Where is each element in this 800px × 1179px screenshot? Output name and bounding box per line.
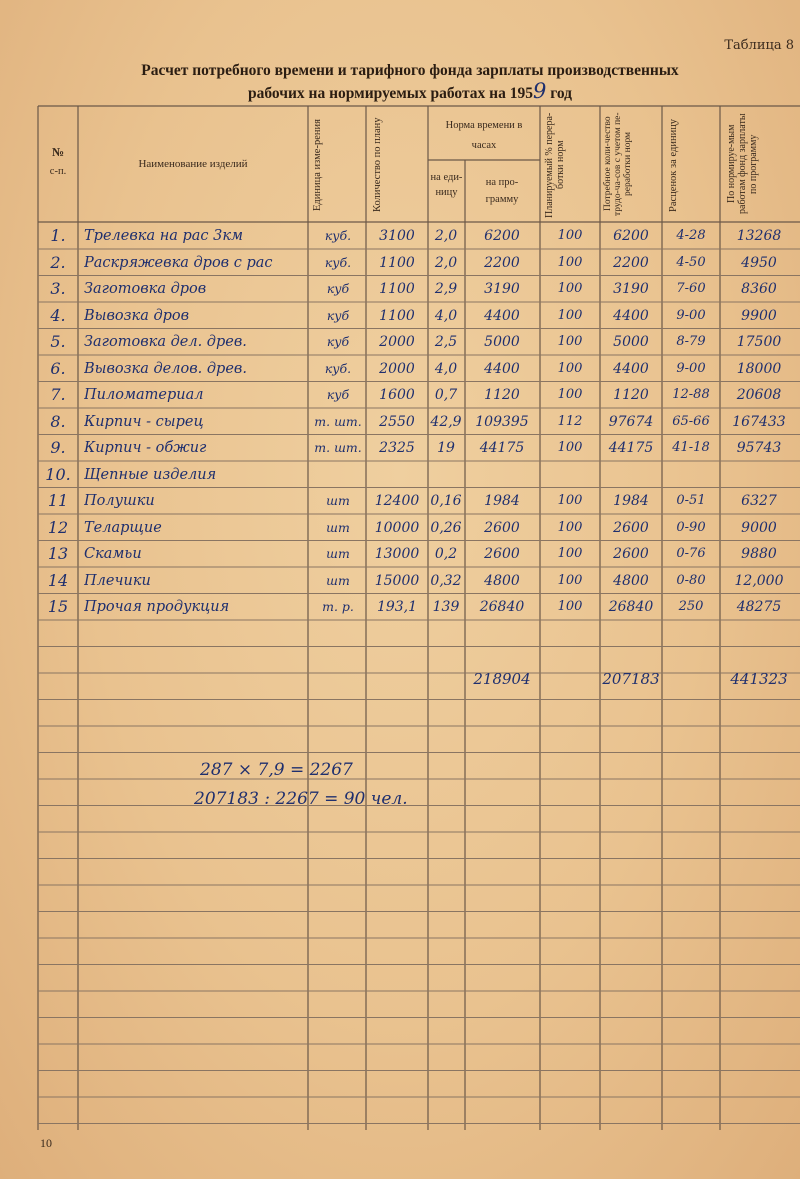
table-row	[0, 355, 800, 381]
cell-planned-quantity: 1600	[379, 387, 415, 403]
cell-required-hours: 2600	[613, 519, 649, 536]
header-need: Потребное коли-чество трудо-ча-сов с учетом пе-реработки норм	[603, 112, 633, 216]
cell-unit: т. шт.	[314, 440, 362, 455]
cell-unit: куб.	[324, 254, 352, 270]
cell-unit: куб.	[324, 360, 352, 376]
cell-planned-percent: 100	[557, 281, 583, 296]
cell-norm-per-program: 44175	[479, 440, 525, 456]
cell-unit: куб	[326, 334, 350, 349]
cell-required-hours: 6200	[613, 228, 649, 244]
cell-row-number: 2.	[50, 252, 66, 272]
cell-required-hours: 5000	[613, 334, 649, 350]
cell-row-number: 1.	[50, 226, 66, 245]
header-name: Наименование изделий	[138, 158, 248, 170]
cell-row-number: 14	[47, 570, 69, 590]
cell-product-name: Щепные изделия	[84, 466, 217, 483]
cell-planned-percent: 100	[557, 493, 583, 508]
cell-planned-quantity: 13000	[374, 546, 420, 562]
cell-unit	[310, 463, 366, 487]
cell-row-number: 15	[47, 597, 69, 616]
table-row	[0, 408, 800, 434]
cell-norm-per-unit: 4,0	[434, 307, 458, 324]
totals-row	[0, 665, 800, 691]
cell-planned-quantity	[367, 463, 427, 487]
table-row	[0, 275, 800, 301]
cell-row-number: 13	[47, 544, 69, 563]
cell-unit: т. р.	[322, 599, 354, 614]
cell-planned-quantity: 1100	[379, 254, 415, 271]
header-norm-prog: на про-грамму	[485, 177, 519, 205]
total-norm-per-program: 218904	[473, 669, 531, 688]
cell-product-name: Кирпич - обжиг	[84, 440, 207, 456]
cell-norm-per-unit: 139	[432, 599, 460, 615]
table-row	[0, 567, 800, 593]
header-norm-group: Норма времени в часах	[445, 120, 523, 151]
cell-planned-quantity: 2550	[379, 413, 415, 430]
cell-unit-rate	[663, 463, 719, 487]
cell-product-name: Плечики	[84, 572, 151, 589]
cell-product-name: Вывозка делов. древ.	[84, 360, 247, 377]
cell-product-name: Раскряжевка дров с рас	[84, 254, 273, 271]
cell-required-hours: 44175	[608, 440, 654, 456]
title-line-1: Расчет потребного времени и тарифного фонда зарплаты производственных	[141, 62, 679, 79]
cell-product-name: Трелевка на рас 3км	[84, 228, 244, 244]
cell-row-number: 4.	[50, 305, 66, 325]
cell-wage-fund: 9000	[741, 519, 777, 536]
cell-planned-quantity: 2325	[379, 440, 415, 456]
cell-product-name: Пиломатериал	[84, 387, 204, 403]
title-year-digit: 9	[532, 79, 547, 103]
cell-required-hours	[601, 463, 661, 487]
cell-unit-rate: 7-60	[676, 281, 706, 296]
cell-planned-percent	[541, 463, 599, 487]
cell-norm-per-program: 6200	[484, 228, 520, 244]
header-rate: Расценок за единицу	[668, 118, 679, 212]
cell-planned-quantity: 1100	[379, 307, 415, 324]
cell-norm-per-unit: 0,16	[430, 493, 462, 509]
cell-norm-per-unit: 2,0	[434, 254, 458, 271]
cell-norm-per-program: 1984	[484, 493, 520, 509]
cell-wage-fund: 167433	[732, 413, 786, 430]
cell-row-number: 5.	[50, 332, 66, 351]
cell-required-hours: 2600	[613, 546, 649, 562]
cell-row-number: 9.	[50, 438, 66, 457]
table-row	[0, 593, 800, 619]
table-row	[0, 222, 800, 248]
cell-norm-per-unit: 0,7	[434, 387, 458, 403]
cell-wage-fund: 6327	[741, 493, 777, 509]
cell-norm-per-unit: 19	[437, 440, 455, 456]
cell-planned-quantity: 10000	[374, 519, 420, 536]
cell-norm-per-unit: 4,0	[434, 360, 458, 377]
cell-planned-percent: 112	[557, 413, 583, 429]
cell-norm-per-unit: 2,9	[434, 281, 458, 297]
cell-norm-per-program	[466, 463, 538, 487]
cell-unit-rate: 4-28	[676, 228, 706, 243]
cell-norm-per-program: 1120	[484, 387, 520, 403]
cell-unit-rate: 41-18	[672, 440, 710, 455]
cell-unit: шт	[326, 519, 350, 535]
cell-product-name: Скамьи	[84, 546, 142, 562]
cell-unit: куб.	[324, 228, 352, 243]
cell-planned-quantity: 1100	[379, 281, 415, 297]
cell-planned-percent: 100	[557, 254, 583, 270]
cell-norm-per-unit: 2,0	[434, 228, 458, 244]
cell-product-name: Полушки	[84, 493, 155, 509]
cell-wage-fund: 95743	[736, 440, 782, 456]
cell-norm-per-unit: 42,9	[430, 413, 462, 430]
cell-row-number: 8.	[50, 411, 66, 431]
cell-product-name: Прочая продукция	[84, 599, 230, 615]
cell-product-name: Теларщие	[84, 519, 162, 536]
cell-row-number: 6.	[50, 358, 66, 378]
cell-unit: куб	[326, 307, 350, 323]
cell-unit: шт	[326, 546, 350, 561]
cell-planned-quantity: 15000	[374, 572, 420, 589]
cell-planned-percent: 100	[557, 387, 583, 402]
cell-planned-quantity: 3100	[379, 228, 415, 244]
header-unit: Единица изме-рения	[312, 119, 323, 211]
cell-unit-rate: 0-90	[676, 519, 706, 535]
cell-wage-fund: 4950	[741, 254, 777, 271]
cell-unit-rate: 65-66	[672, 413, 710, 429]
cell-row-number: 10.	[45, 464, 71, 484]
cell-planned-percent: 100	[557, 440, 583, 455]
cell-product-name: Кирпич - сырец	[84, 413, 204, 430]
cell-unit: куб	[326, 387, 350, 402]
cell-product-name: Заготовка дел. древ.	[84, 334, 247, 350]
cell-wage-fund: 12,000	[734, 572, 784, 589]
cell-planned-percent: 100	[557, 228, 583, 243]
cell-wage-fund: 20608	[736, 387, 782, 403]
cell-required-hours: 2200	[613, 254, 649, 271]
cell-norm-per-unit: 0,32	[430, 572, 462, 589]
cell-unit: т. шт.	[314, 413, 362, 429]
cell-norm-per-unit	[428, 463, 464, 487]
table-row	[0, 461, 800, 487]
cell-unit: шт	[326, 572, 350, 588]
cell-norm-per-program: 5000	[484, 334, 520, 350]
calc-line-1: 287 × 7,9 = 2267	[200, 760, 353, 780]
cell-unit-rate: 0-51	[676, 493, 706, 508]
cell-wage-fund: 17500	[736, 334, 782, 350]
cell-norm-per-program: 26840	[479, 599, 525, 615]
cell-required-hours: 1984	[613, 493, 649, 509]
cell-unit-rate: 9-00	[676, 360, 706, 376]
table-row	[0, 434, 800, 460]
cell-norm-per-program: 109395	[475, 413, 529, 430]
cell-wage-fund: 8360	[741, 281, 777, 297]
cell-unit-rate: 8-79	[676, 334, 706, 349]
cell-norm-per-unit: 0,26	[430, 519, 462, 536]
calc-line-2: 207183 : 2267 = 90 чел.	[194, 789, 408, 809]
page-number: 10	[40, 1136, 52, 1150]
cell-wage-fund: 18000	[736, 360, 782, 377]
cell-required-hours: 26840	[608, 599, 654, 615]
total-wage-fund: 441323	[730, 669, 788, 688]
cell-norm-per-program: 4800	[484, 572, 520, 589]
cell-wage-fund: 9900	[741, 307, 777, 324]
cell-planned-quantity: 2000	[379, 360, 415, 377]
table-row	[0, 249, 800, 275]
header-qty: Количество по плану	[372, 117, 383, 213]
cell-required-hours: 4400	[613, 307, 649, 324]
header-norm-unit: на еди-ницу	[430, 172, 463, 198]
cell-row-number: 11	[47, 491, 69, 510]
header-no-sub: с-п.	[49, 166, 67, 177]
cell-required-hours: 4400	[613, 360, 649, 377]
cell-row-number: 12	[47, 517, 69, 537]
table-label: Таблица 8	[724, 38, 794, 53]
cell-norm-per-program: 4400	[484, 360, 520, 377]
cell-norm-per-unit: 2,5	[434, 334, 458, 350]
cell-planned-percent: 100	[557, 572, 583, 588]
cell-required-hours: 3190	[613, 281, 649, 297]
cell-wage-fund: 13268	[736, 228, 782, 244]
cell-planned-percent: 100	[557, 307, 583, 323]
cell-planned-quantity: 193,1	[376, 599, 418, 615]
header-fund: По нормируе-мым работам фонд зарплаты по программу	[726, 113, 759, 215]
title-line-2-prefix: рабочих на нормируемых работах на 195	[247, 85, 533, 102]
header-plan-pct: Планируемый % перера-ботки норм	[544, 112, 566, 218]
cell-planned-percent: 100	[557, 599, 583, 614]
cell-product-name: Вывозка дров	[84, 307, 190, 324]
cell-planned-percent: 100	[557, 334, 583, 349]
cell-planned-percent: 100	[557, 360, 583, 376]
cell-unit: шт	[326, 493, 350, 508]
cell-planned-quantity: 2000	[379, 334, 415, 350]
table-row	[0, 302, 800, 328]
cell-norm-per-program: 3190	[484, 281, 520, 297]
table-row	[0, 328, 800, 354]
cell-norm-per-program: 4400	[484, 307, 520, 324]
cell-row-number: 7.	[50, 385, 66, 404]
cell-product-name: Заготовка дров	[84, 281, 207, 297]
cell-unit-rate: 9-00	[676, 307, 706, 323]
cell-required-hours: 4800	[613, 572, 649, 589]
cell-norm-per-unit: 0,2	[434, 546, 458, 562]
table-row	[0, 540, 800, 566]
cell-unit-rate: 0-80	[676, 572, 706, 588]
cell-wage-fund	[721, 463, 797, 487]
cell-row-number: 3.	[50, 279, 66, 298]
cell-wage-fund: 9880	[741, 546, 777, 562]
cell-required-hours: 97674	[608, 413, 654, 430]
table-row	[0, 487, 800, 513]
cell-unit-rate: 250	[678, 599, 704, 614]
cell-norm-per-program: 2600	[484, 546, 520, 562]
cell-unit-rate: 4-50	[676, 254, 706, 270]
cell-planned-percent: 100	[557, 519, 583, 535]
table-row	[0, 514, 800, 540]
title-line-2-suffix: год	[546, 85, 573, 102]
cell-unit-rate: 0-76	[676, 546, 706, 561]
cell-norm-per-program: 2200	[484, 254, 520, 271]
header-no: №	[51, 145, 65, 159]
cell-unit-rate: 12-88	[672, 387, 710, 402]
table-row	[0, 381, 800, 407]
cell-planned-quantity: 12400	[374, 493, 420, 509]
cell-norm-per-program: 2600	[484, 519, 520, 536]
total-required-hours: 207183	[602, 669, 660, 688]
cell-wage-fund: 48275	[736, 599, 782, 615]
cell-planned-percent: 100	[557, 546, 583, 561]
cell-required-hours: 1120	[613, 387, 649, 403]
cell-unit: куб	[326, 281, 350, 296]
